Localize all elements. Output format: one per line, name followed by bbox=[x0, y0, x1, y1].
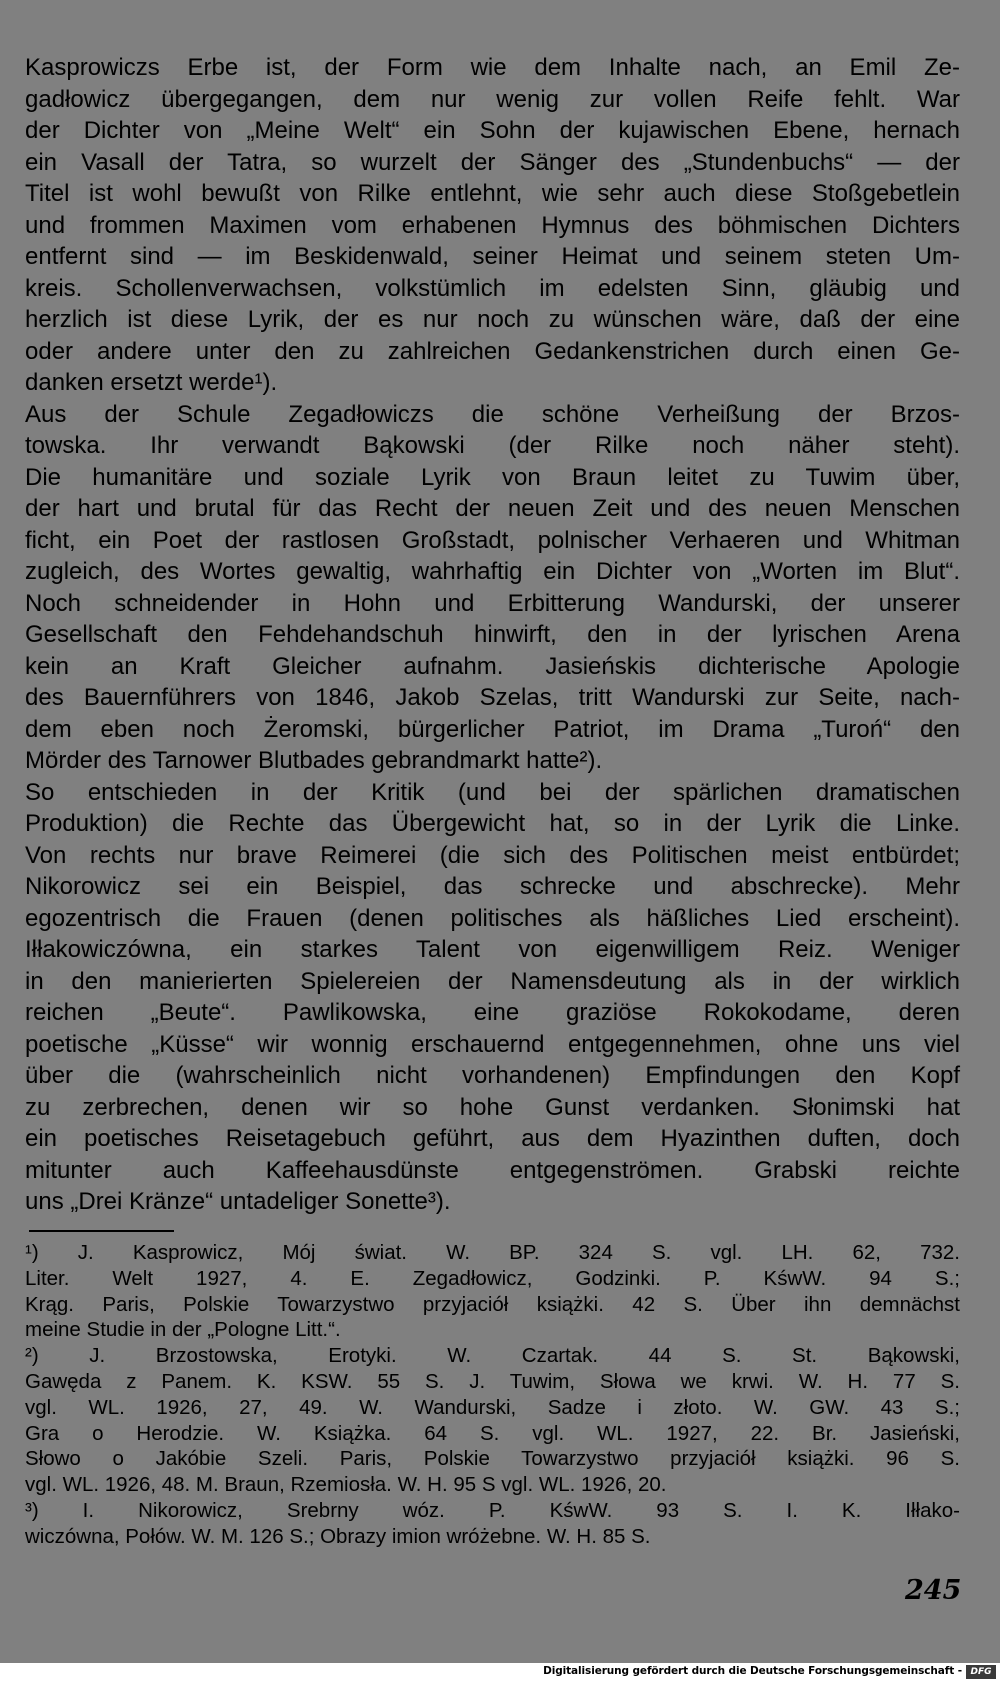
body-line: entfernt sind — im Beskidenwald, seiner Heimat und seinem steten Um- bbox=[25, 243, 960, 270]
body-line: der hart und brutal für das Recht der neuen Zeit und des neuen Menschen bbox=[25, 495, 960, 522]
dfg-logo: DFG bbox=[966, 1665, 996, 1679]
body-line: danken ersetzt werde¹). bbox=[25, 369, 278, 396]
body-line: Von rechts nur brave Reimerei (die sich des Politischen meist entbürdet; bbox=[25, 841, 960, 869]
footnote-line: ²) J. Brzostowska, Erotyki. W. Czartak. 44 S. St. Bąkowski, bbox=[25, 1344, 960, 1368]
body-line: zu zerbrechen, denen wir so hohe Gunst verdanken. Słonimski hat bbox=[25, 1093, 960, 1121]
body-line: herzlich ist diese Lyrik, der es nur noch zu wünschen wäre, daß der eine bbox=[25, 306, 960, 333]
body-line: Aus der Schule Zegadłowiczs die schöne Verheißung der Brzos- bbox=[25, 400, 960, 428]
body-line: Nikorowicz sei ein Beispiel, das schrecke und abschrecke). Mehr bbox=[25, 873, 960, 900]
body-line: egozentrisch die Frauen (denen politisches als häßliches Lied erscheint). bbox=[25, 904, 960, 932]
footnote-line: wiczówna, Połów. W. M. 126 S.; Obrazy imion wróżebne. W. H. 85 S. bbox=[25, 1524, 651, 1548]
footer-credit: Digitalisierung gefördert durch die Deutsche Forschungsgemeinschaft - bbox=[543, 1665, 962, 1677]
body-line: und frommen Maximen vom erhabenen Hymnus des böhmischen Dichters bbox=[25, 211, 960, 239]
body-line: des Bauernführers von 1846, Jakob Szelas, tritt Wandurski zur Seite, nach- bbox=[25, 684, 960, 711]
body-line: Titel ist wohl bewußt von Rilke entlehnt, wie sehr auch diese Stoßgebetlein bbox=[25, 180, 960, 207]
body-line: uns „Drei Kränze“ untadeliger Sonette³). bbox=[25, 1188, 451, 1215]
body-line: kein an Kraft Gleicher aufnahm. Jasieńskis dichterische Apologie bbox=[25, 652, 960, 680]
body-text bbox=[25, 52, 960, 1218]
body-line: ficht, ein Poet der rastlosen Großstadt, polnischer Verhaeren und Whitman bbox=[25, 526, 960, 554]
body-line: gadłowicz übergegangen, dem nur wenig zur vollen Reife fehlt. War bbox=[25, 85, 960, 113]
body-line: Mörder des Tarnower Blutbades gebrandmarkt hatte²). bbox=[25, 747, 603, 774]
footnote-line: Gra o Herodzie. W. Książka. 64 S. vgl. WL. 1927, 22. Br. Jasieński, bbox=[25, 1421, 960, 1445]
body-line: oder andere unter den zu zahlreichen Gedankenstrichen durch einen Ge- bbox=[25, 337, 960, 365]
body-line: zugleich, des Wortes gewaltig, wahrhaftig ein Dichter von „Worten im Blut“. bbox=[25, 558, 960, 585]
body-line: ein Vasall der Tatra, so wurzelt der Sänger des „Stundenbuchs“ — der bbox=[25, 148, 960, 176]
body-line: So entschieden in der Kritik (und bei der spärlichen dramatischen bbox=[25, 778, 960, 806]
body-line: ein poetisches Reisetagebuch geführt, aus dem Hyazinthen duften, doch bbox=[25, 1125, 960, 1152]
body-line: der Dichter von „Meine Welt“ ein Sohn der kujawischen Ebene, hernach bbox=[25, 117, 960, 144]
footnote-line: ¹) J. Kasprowicz, Mój świat. W. BP. 324 S. vgl. LH. 62, 732. bbox=[25, 1241, 960, 1264]
footnotes bbox=[25, 1240, 960, 1550]
body-line: Produktion) die Rechte das Übergewicht hat, so in der Lyrik die Linke. bbox=[25, 810, 960, 837]
footnote-line: meine Studie in der „Pologne Litt.“. bbox=[25, 1318, 341, 1342]
page-number: 245 bbox=[905, 1575, 962, 1606]
footnote-line: ³) I. Nikorowicz, Srebrny wóz. P. KśwW. 93 S. I. K. Iłłako- bbox=[25, 1498, 960, 1522]
body-line: Kasprowiczs Erbe ist, der Form wie dem Inhalte nach, an Emil Ze- bbox=[25, 54, 960, 81]
body-line: towska. Ihr verwandt Bąkowski (der Rilke noch näher steht). bbox=[25, 432, 960, 459]
body-line: Iłłakowiczówna, ein starkes Talent von eigenwilligem Reiz. Weniger bbox=[25, 936, 960, 963]
body-line: Die humanitäre und soziale Lyrik von Braun leitet zu Tuwim über, bbox=[25, 463, 960, 491]
body-line: poetische „Küsse“ wir wonnig erschauernd entgegennehmen, ohne uns viel bbox=[25, 1030, 960, 1058]
footnote-line: Słowo o Jakóbie Szeli. Paris, Polskie Towarzystwo przyjaciół książki. 96 S. bbox=[25, 1447, 960, 1471]
body-line: dem eben noch Żeromski, bürgerlicher Patriot, im Drama „Turoń“ den bbox=[25, 715, 960, 743]
body-line: reichen „Beute“. Pawlikowska, eine graziöse Rokokodame, deren bbox=[25, 999, 960, 1026]
footnote-line: vgl. WL. 1926, 48. M. Braun, Rzemiosła. W. H. 95 S vgl. WL. 1926, 20. bbox=[25, 1473, 667, 1497]
body-line: Noch schneidender in Hohn und Erbitterung Wandurski, der unserer bbox=[25, 589, 960, 617]
footnote-line: vgl. WL. 1926, 27, 49. W. Wandurski, Sadze i złoto. W. GW. 43 S.; bbox=[25, 1395, 960, 1419]
footnote-line: Liter. Welt 1927, 4. E. Zegadłowicz, Godzinki. P. KśwW. 94 S.; bbox=[25, 1266, 960, 1290]
body-line: kreis. Schollenverwachsen, volkstümlich im edelsten Sinn, gläubig und bbox=[25, 274, 960, 302]
body-line: in den manierierten Spielereien der Namensdeutung als in der wirklich bbox=[25, 967, 960, 995]
body-line: über die (wahrscheinlich nicht vorhandenen) Empfindungen den Kopf bbox=[25, 1062, 960, 1089]
footnote-line: Krąg. Paris, Polskie Towarzystwo przyjaciół książki. 42 S. Über ihn demnächst bbox=[25, 1292, 960, 1316]
body-line: Gesellschaft den Fehdehandschuh hinwirft, den in der lyrischen Arena bbox=[25, 621, 960, 648]
body-line: mitunter auch Kaffeehausdünste entgegenströmen. Grabski reichte bbox=[25, 1156, 960, 1184]
footnote-line: Gawęda z Panem. K. KSW. 55 S. J. Tuwim, Słowa we krwi. W. H. 77 S. bbox=[25, 1369, 960, 1393]
footnote-separator bbox=[29, 1230, 174, 1232]
